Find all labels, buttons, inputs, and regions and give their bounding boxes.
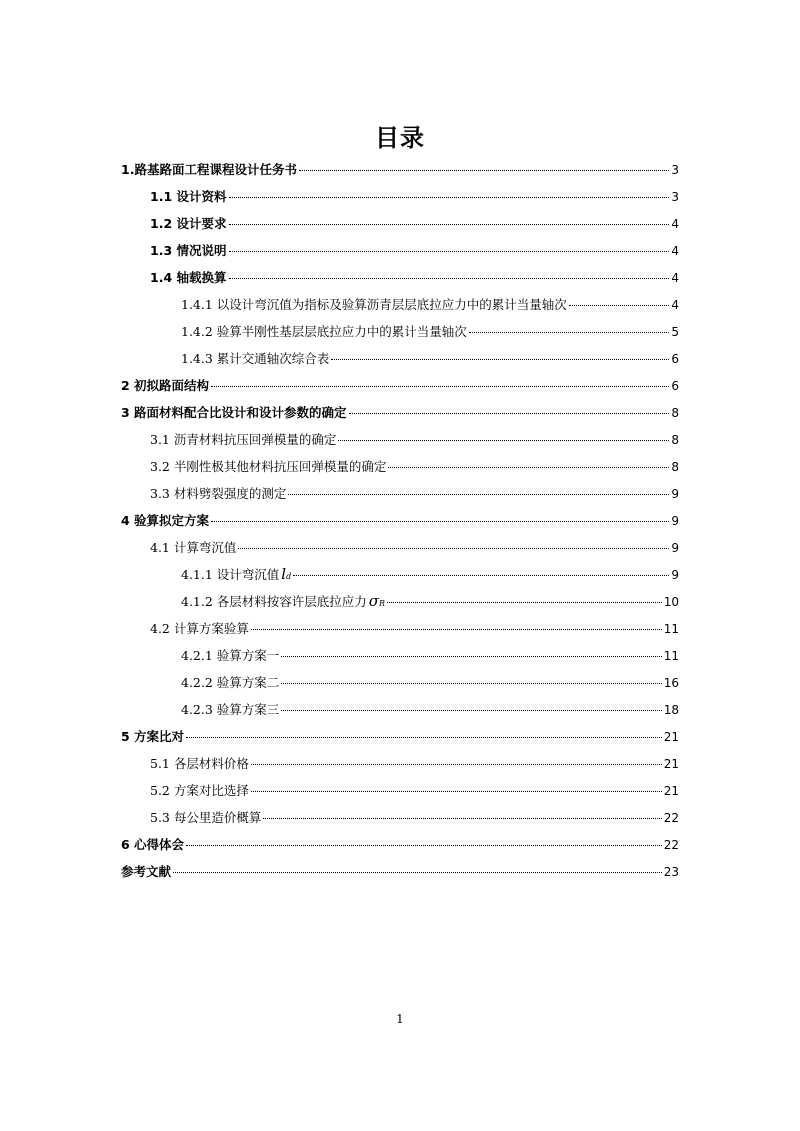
toc-entry[interactable] <box>181 700 679 722</box>
toc-entry[interactable] <box>121 403 679 425</box>
toc-entry[interactable] <box>150 781 679 803</box>
toc-page-number: 6 <box>671 352 679 366</box>
toc-entry[interactable] <box>181 673 679 695</box>
toc-entry[interactable] <box>121 835 679 857</box>
toc-entry-title: 1.3 情况说明 <box>150 243 227 258</box>
toc-entry[interactable] <box>181 295 679 317</box>
toc-entry[interactable] <box>121 511 679 533</box>
toc-page-number: 11 <box>663 649 679 663</box>
toc-page-number: 18 <box>663 703 679 717</box>
toc-entry-title: 2 初拟路面结构 <box>121 378 210 393</box>
toc-page-number: 10 <box>663 595 679 609</box>
deflection-symbol: l <box>281 565 287 583</box>
toc-page-number: 8 <box>671 460 679 474</box>
toc-entry[interactable] <box>150 187 679 209</box>
toc-entry-title: 1.2 设计要求 <box>150 216 227 231</box>
toc-entry-title: 4 验算拟定方案 <box>121 513 210 528</box>
toc-entry[interactable] <box>121 862 679 884</box>
toc-entry[interactable] <box>150 619 679 641</box>
toc-entry[interactable] <box>181 592 679 614</box>
toc-entry-title: 1.路基路面工程课程设计任务书 <box>121 162 297 177</box>
deflection-subscript: d <box>286 572 292 581</box>
toc-entry-title: 5.1 各层材料价格 <box>150 756 249 771</box>
toc-entry[interactable] <box>150 484 679 506</box>
page-title: 目录 <box>375 124 425 152</box>
toc-entry[interactable] <box>150 457 679 479</box>
toc-entry-title: 5.3 每公里造价概算 <box>150 810 262 825</box>
toc-page-number: 6 <box>671 379 679 393</box>
toc-entry[interactable] <box>181 322 679 344</box>
stress-subscript: R <box>379 599 386 608</box>
toc-page-number: 4 <box>671 244 679 258</box>
toc-entry-title: 1.4.2 验算半刚性基层层底拉应力中的累计当量轴次 <box>181 324 467 339</box>
stress-symbol: σ <box>368 592 380 610</box>
toc-entry-title: 4.1.2 各层材料按容许层底拉应力 <box>181 594 367 609</box>
toc-entry-title: 3.3 材料劈裂强度的测定 <box>150 486 287 501</box>
toc-entry-title: 6 心得体会 <box>121 837 185 852</box>
toc-page-number: 3 <box>671 163 679 177</box>
toc-entry[interactable] <box>150 241 679 263</box>
toc-entry-title: 4.2 计算方案验算 <box>150 621 249 636</box>
toc-page-number: 22 <box>663 838 679 852</box>
toc-entry-title: 4.2.3 验算方案三 <box>181 702 280 717</box>
toc-entry-title: 1.4.1 以设计弯沉值为指标及验算沥青层层底拉应力中的累计当量轴次 <box>181 297 567 312</box>
toc-page-number: 21 <box>663 784 679 798</box>
toc-entry-title: 5.2 方案对比选择 <box>150 783 249 798</box>
toc-entry[interactable] <box>150 754 679 776</box>
toc-entry-title: 3.2 半刚性极其他材料抗压回弹模量的确定 <box>150 459 387 474</box>
toc-page-number: 9 <box>671 514 679 528</box>
toc-entry-title: 1.4.3 累计交通轴次综合表 <box>181 351 330 366</box>
toc-entry-title: 4.1.1 设计弯沉值 <box>181 567 280 582</box>
toc-entry-title: 参考文献 <box>121 864 172 879</box>
toc-page-number: 5 <box>671 325 679 339</box>
toc-entry-title: 4.1 计算弯沉值 <box>150 540 237 555</box>
toc-entry-title: 5 方案比对 <box>121 729 185 744</box>
toc-page-number: 21 <box>663 730 679 744</box>
page-number: 1 <box>396 1012 404 1026</box>
toc-entry[interactable] <box>181 565 679 587</box>
toc-entry[interactable] <box>150 538 679 560</box>
toc-entry-title: 4.2.1 验算方案一 <box>181 648 280 663</box>
toc-entry-title: 1.4 轴载换算 <box>150 270 227 285</box>
toc-page-number: 23 <box>663 865 679 879</box>
toc-page-number: 9 <box>671 541 679 555</box>
toc-page-number: 16 <box>663 676 679 690</box>
toc-entry[interactable] <box>150 214 679 236</box>
toc-page-number: 3 <box>671 190 679 204</box>
toc-entry-title: 3 路面材料配合比设计和设计参数的确定 <box>121 405 347 420</box>
toc-page-number: 4 <box>671 217 679 231</box>
toc-page-number: 9 <box>671 487 679 501</box>
toc-page-number: 9 <box>671 568 679 582</box>
toc-page-number: 11 <box>663 622 679 636</box>
toc-entry[interactable] <box>150 268 679 290</box>
toc-entry[interactable] <box>121 727 679 749</box>
toc-entry[interactable] <box>121 160 679 182</box>
toc-entry-title: 3.1 沥青材料抗压回弹模量的确定 <box>150 432 337 447</box>
toc-page-number: 4 <box>671 298 679 312</box>
toc-entry[interactable] <box>181 646 679 668</box>
toc-entry[interactable] <box>150 430 679 452</box>
toc-page-number: 21 <box>663 757 679 771</box>
toc-page-number: 4 <box>671 271 679 285</box>
toc-entry[interactable] <box>121 376 679 398</box>
toc-page-number: 8 <box>671 406 679 420</box>
toc-page-number: 22 <box>663 811 679 825</box>
toc-page-number: 8 <box>671 433 679 447</box>
toc-entry-title: 4.2.2 验算方案二 <box>181 675 280 690</box>
toc-entry[interactable] <box>150 808 679 830</box>
toc-entry[interactable] <box>181 349 679 371</box>
toc-entry-title: 1.1 设计资料 <box>150 189 227 204</box>
